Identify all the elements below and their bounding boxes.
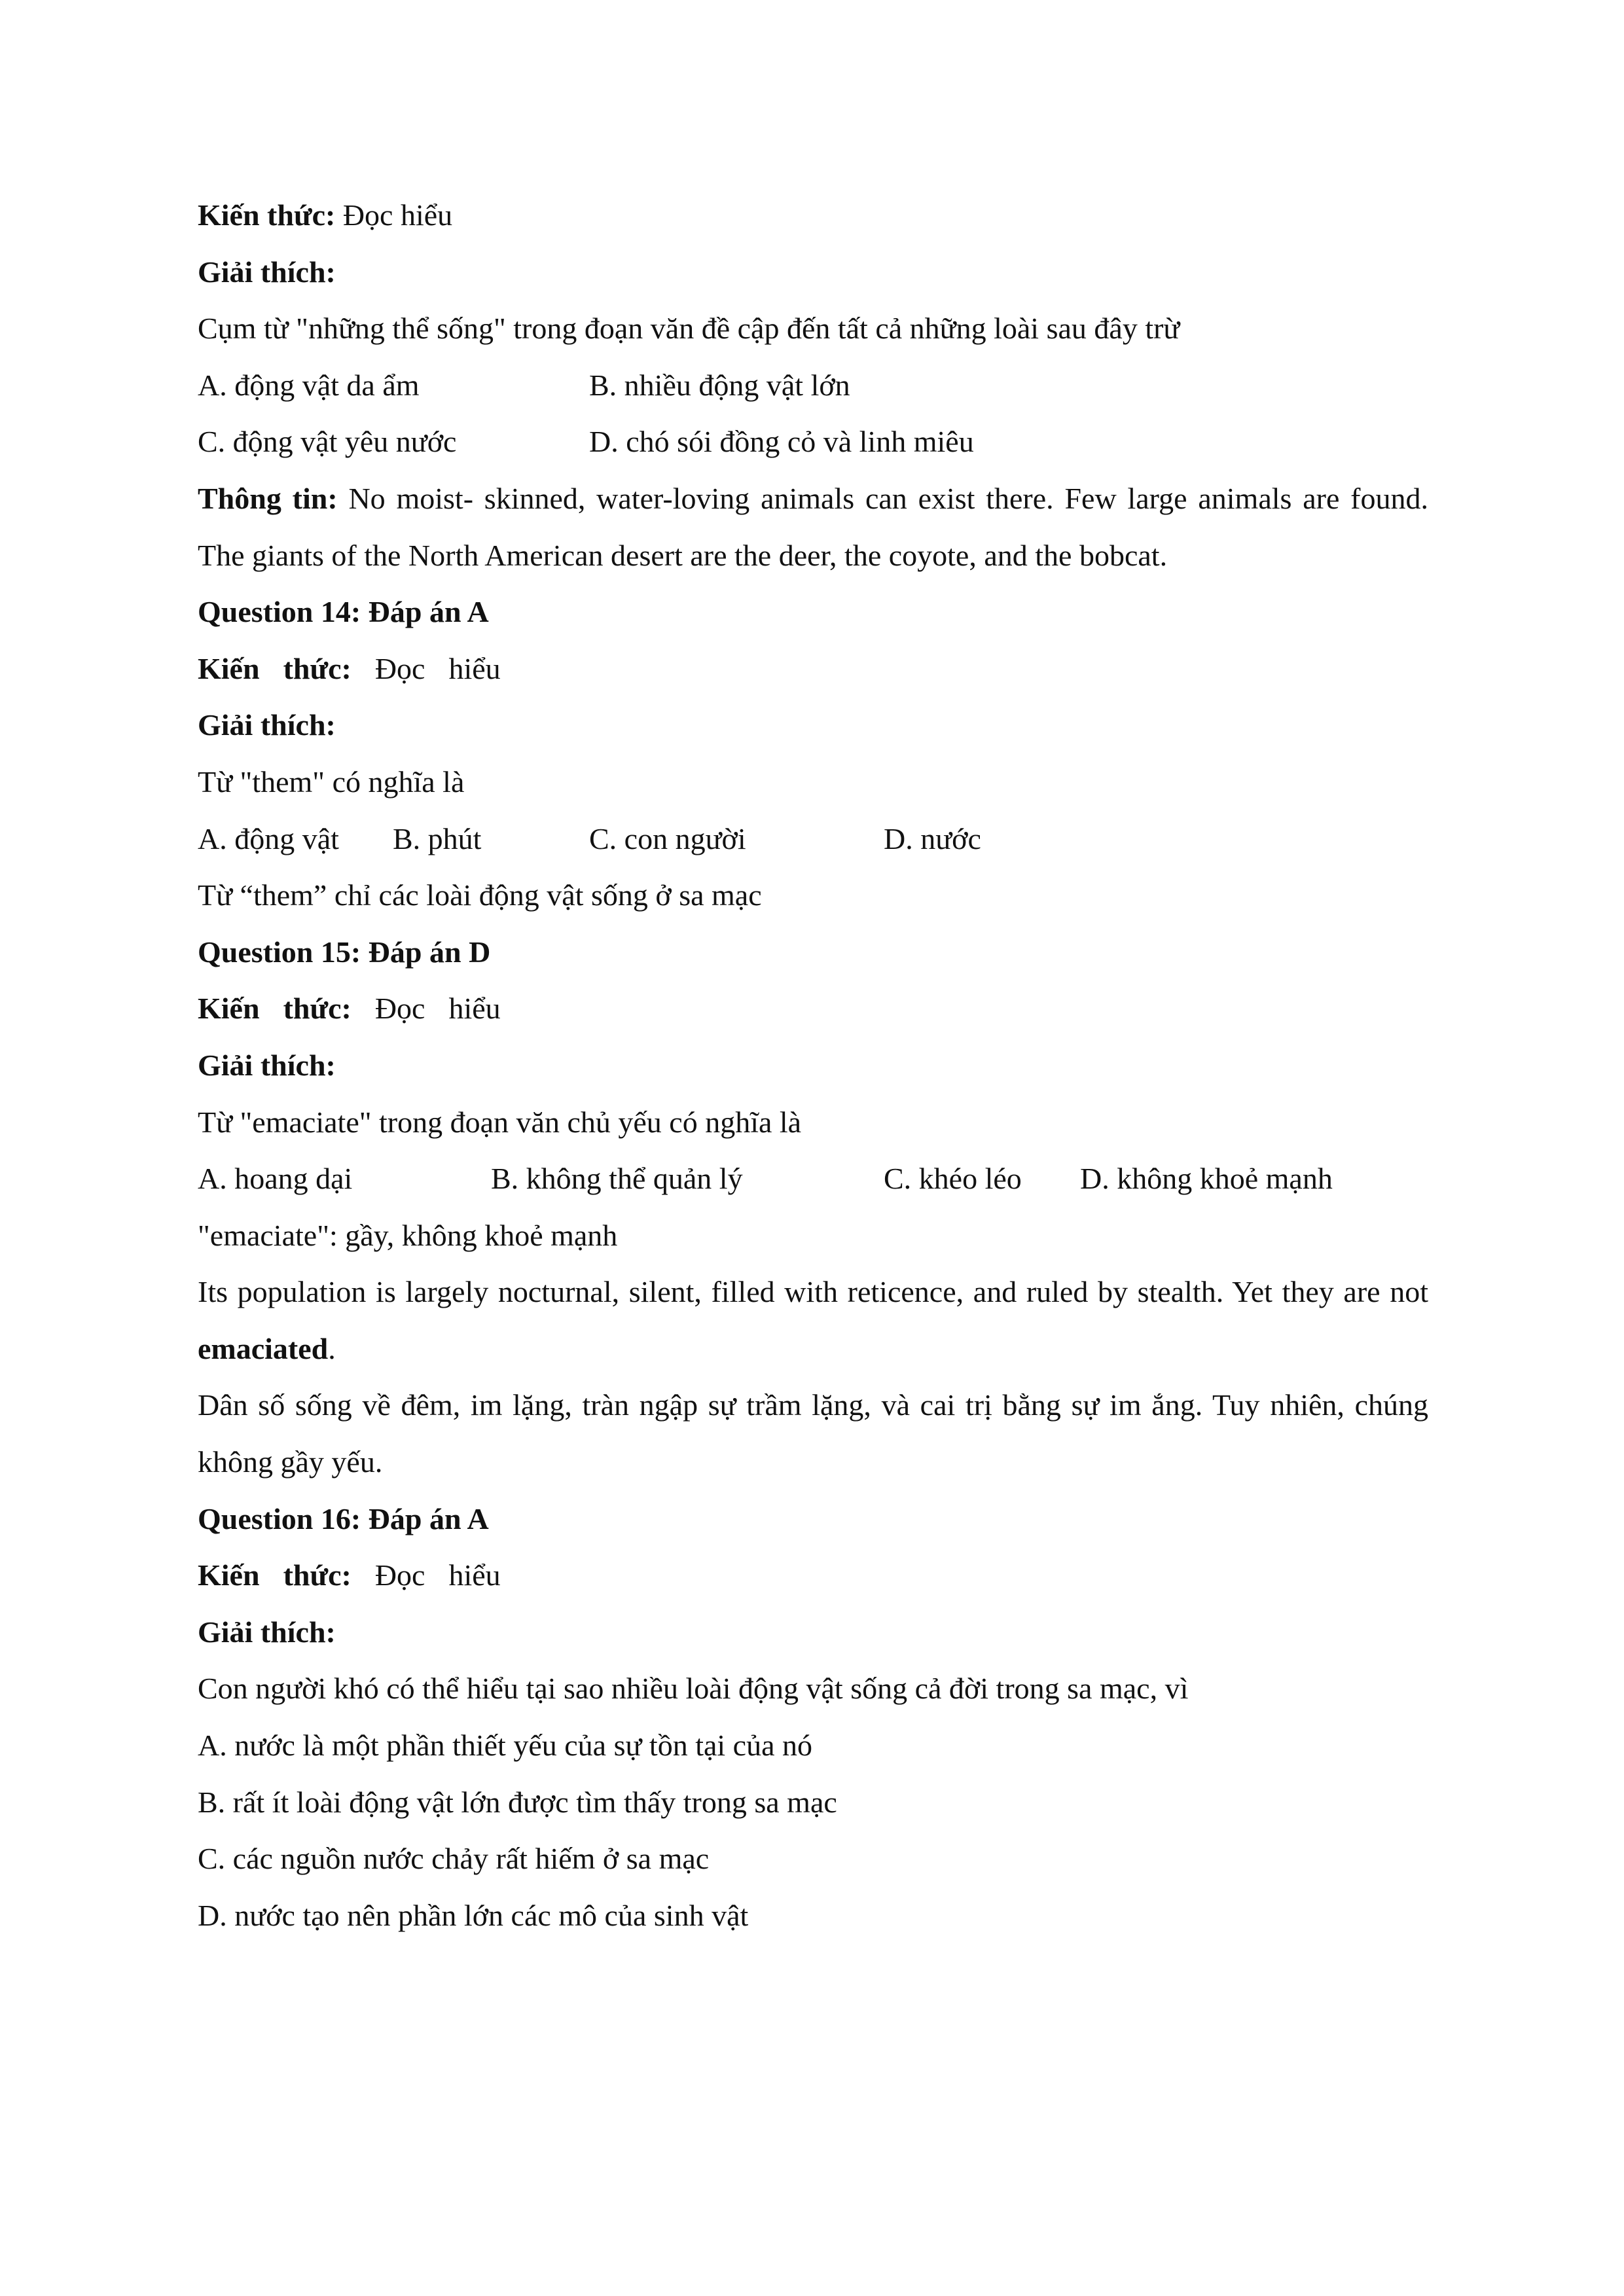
knowledge-line <box>198 980 1428 1037</box>
translation-paragraph: Dân số sống về đêm, im lặng, tràn ngập sự trầm lặng, và cai trị bằng sự im ắng. Tuy nhiên, chúng không gầy yếu. <box>198 1388 1428 1479</box>
options-row <box>198 1151 1428 1208</box>
knowledge-line <box>198 641 1428 698</box>
quote-paragraph <box>198 1264 1428 1377</box>
explanation-label: Giải thích: <box>198 1048 336 1082</box>
option-d: D. nước <box>884 821 981 855</box>
explanation-label: Giải thích: <box>198 1615 336 1649</box>
question-text: Cụm từ "những thể sống" trong đoạn văn đề cập đến tất cả những loài sau đây trừ <box>198 312 1180 346</box>
knowledge-value: Đọc <box>374 651 425 685</box>
question-title <box>198 1491 1428 1548</box>
explanation-label: Giải thích: <box>198 708 336 742</box>
option-c: C. các nguồn nước chảy rất hiếm ở sa mạc <box>198 1842 710 1876</box>
option-d: D. chó sói đồng cỏ và linh miêu <box>589 425 974 459</box>
quote-end: . <box>328 1331 336 1365</box>
question-text: Con người khó có thể hiểu tại sao nhiều loài động vật sống cả đời trong sa mạc, vì <box>198 1672 1189 1706</box>
option-a: A. động vật da ẩm <box>198 368 420 402</box>
question-15-title: Question 15: Đáp án D <box>198 935 491 969</box>
quote-text: Its population is largely nocturnal, silent, filled with reticence, and ruled by stealth. Yet they are not <box>198 1275 1428 1309</box>
option-c: C. con người <box>589 821 746 855</box>
question-text: Từ "them" có nghĩa là <box>198 764 465 798</box>
quote-keyword: emaciated <box>198 1331 329 1365</box>
info-text: No moist- skinned, water-loving animals can exist there. Few large animals are found. The giants of the North American desert are the deer, the coyote, and the bobcat. <box>198 481 1428 572</box>
word-meaning: "emaciate": gầy, không khoẻ mạnh <box>198 1218 618 1252</box>
question-title <box>198 924 1428 981</box>
knowledge-value: Đọc <box>374 1558 425 1592</box>
option-b: B. không thể quản lý <box>491 1162 743 1196</box>
info-paragraph <box>198 471 1428 584</box>
explanation-heading <box>198 697 1428 754</box>
explanation-text: Từ “them” chỉ các loài động vật sống ở sa mạc <box>198 878 762 912</box>
explanation-heading <box>198 1604 1428 1661</box>
knowledge-line <box>198 187 1428 244</box>
options-row <box>198 811 1428 868</box>
knowledge-value: hiểu <box>448 1558 501 1592</box>
options-row <box>198 414 1428 471</box>
knowledge-value: hiểu <box>448 992 501 1026</box>
knowledge-value: hiểu <box>448 651 501 685</box>
explanation-label: Giải thích: <box>198 255 336 289</box>
option-c: C. động vật yêu nước <box>198 425 457 459</box>
option-b: B. phút <box>393 821 482 855</box>
option-d: D. không khoẻ mạnh <box>1080 1162 1333 1196</box>
option-a: A. hoang dại <box>198 1162 353 1196</box>
knowledge-label: Kiến thức: <box>198 651 352 685</box>
knowledge-label: Kiến thức: <box>198 1558 352 1592</box>
knowledge-label: Kiến thức: <box>198 198 336 232</box>
option-d: D. nước tạo nên phần lớn các mô của sinh vật <box>198 1898 749 1932</box>
question-16-title: Question 16: Đáp án A <box>198 1501 489 1535</box>
option-a: A. động vật <box>198 821 339 855</box>
options-row <box>198 357 1428 414</box>
question-title <box>198 584 1428 641</box>
option-b: B. nhiều động vật lớn <box>589 368 850 402</box>
option-c: C. khéo léo <box>884 1162 1022 1196</box>
knowledge-value: Đọc <box>374 992 425 1026</box>
knowledge-line <box>198 1547 1428 1604</box>
explanation-heading <box>198 1037 1428 1094</box>
info-label: Thông tin: <box>198 481 338 515</box>
explanation-heading <box>198 244 1428 301</box>
page-content <box>198 187 1428 1944</box>
option-a: A. nước là một phần thiết yếu của sự tồn tại của nó <box>198 1729 813 1763</box>
question-text: Từ "emaciate" trong đoạn văn chủ yếu có nghĩa là <box>198 1105 802 1139</box>
option-b: B. rất ít loài động vật lớn được tìm thấy trong sa mạc <box>198 1785 837 1819</box>
knowledge-value: Đọc hiểu <box>342 198 453 232</box>
question-14-title: Question 14: Đáp án A <box>198 595 489 629</box>
knowledge-label: Kiến thức: <box>198 992 352 1026</box>
